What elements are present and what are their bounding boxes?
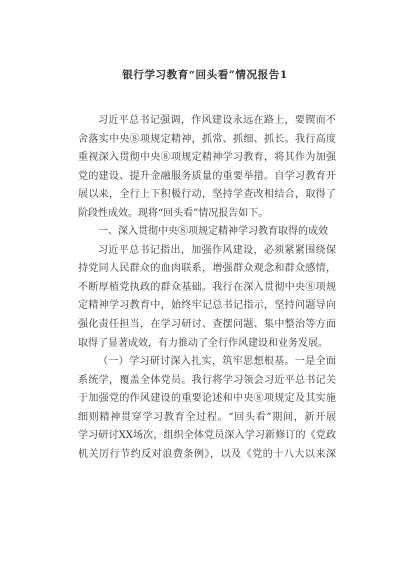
text-line: 习近平总书记指出，加强作风建设，必须紧紧围绕保	[98, 244, 336, 256]
text-line: 细则精神贯穿学习教育全过程。“回头看”期间，新开展	[78, 411, 336, 423]
text-line: 取得了显著成效，有力推动了全行作风建设和业务发展。	[78, 337, 328, 349]
text-line: 重视深入贯彻中央⑧项规定精神学习教育，将其作为加强	[78, 152, 336, 164]
text-line: 定精神学习教育中，始终牢记总书记指示，坚持问题导向	[78, 300, 336, 312]
text-line: 不断厚植党执政的群众基础。我行在深入贯彻中央⑧项规	[78, 281, 336, 293]
text-line: 舍落实中央⑧项规定精神，抓常、抓细、抓长。我行高度	[78, 133, 336, 145]
text-line: 机关厉行节约反对浪费条例》，以及《党的十八大以来深	[78, 448, 336, 460]
document-body	[78, 112, 336, 464]
text-line: 一、深入贯彻中央⑧项规定精神学习教育取得的成效	[98, 226, 328, 238]
text-line: 习近平总书记强调，作风建设永远在路上，要锲而不	[98, 115, 336, 126]
text-line: 持党同人民群众的血肉联系，增强群众观念和群众感情，	[78, 263, 336, 275]
text-line: 阶段性成效。现将“回头看”情况报告如下。	[78, 207, 269, 219]
text-line: 党的建设、提升金融服务质量的重要举措。自学习教育开	[78, 170, 336, 182]
text-line: 系统学，覆盖全体党员。我行将学习领会习近平总书记关	[78, 374, 336, 386]
document-title: 银行学习教育“回头看”情况报告1	[122, 69, 288, 81]
text-line: 强化责任担当，在学习研讨、查摆问题、集中整治等方面	[78, 319, 336, 331]
text-line: 学习研讨XX场次，组织全体党员深入学习新修订的《党政	[78, 430, 336, 442]
text-line: 展以来，全行上下积极行动，坚持学查改相结合，取得了	[78, 189, 336, 201]
text-line: （一）学习研讨深入扎实，筑牢思想根基。一是全面	[98, 356, 336, 368]
text-line: 于加强党的作风建设的重要论述和中央⑧项规定及其实施	[78, 393, 336, 405]
